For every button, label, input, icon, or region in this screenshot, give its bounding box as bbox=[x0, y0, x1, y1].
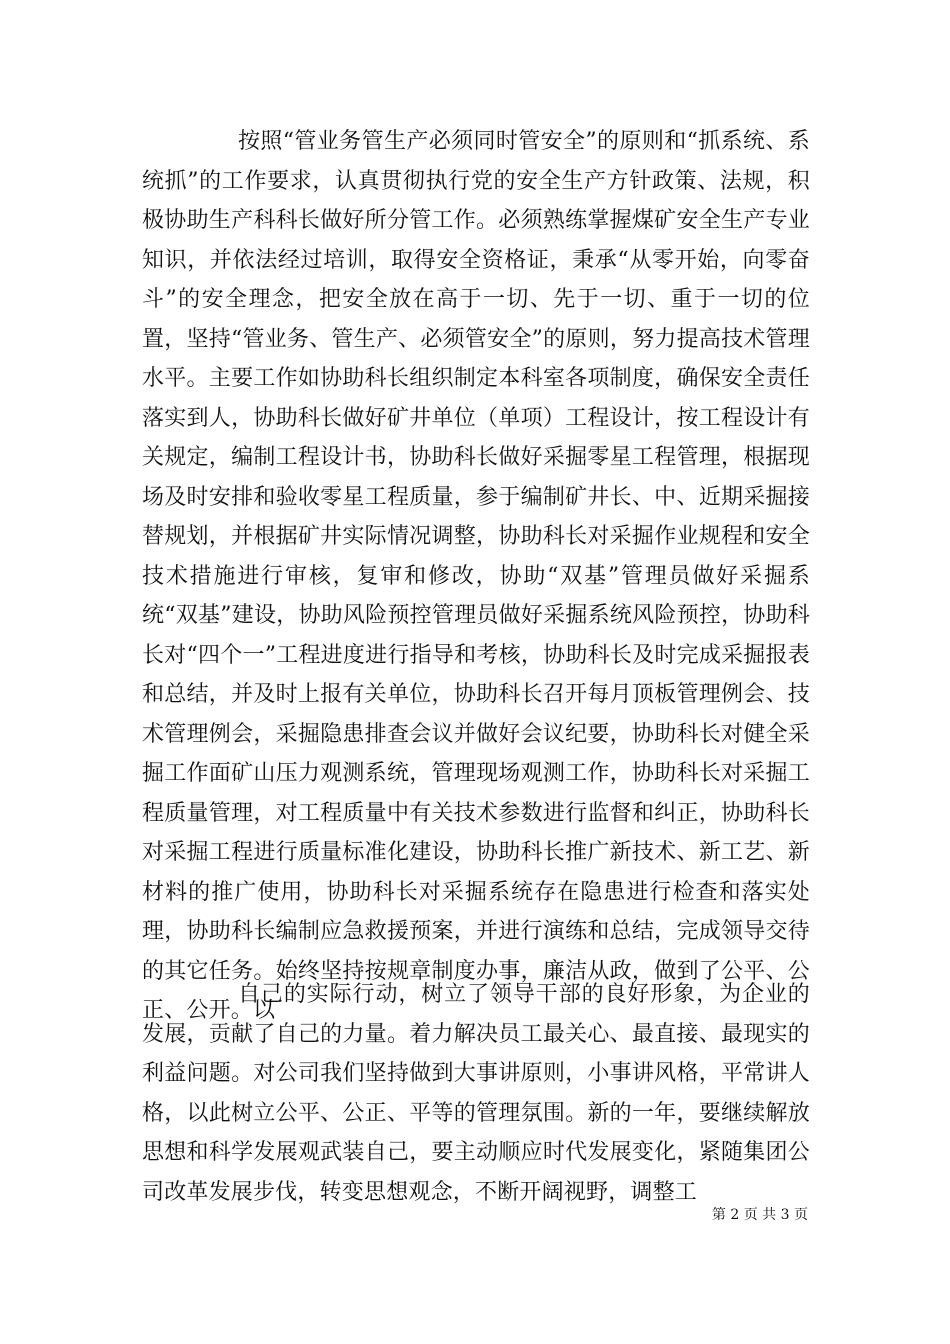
page-number-footer: 第 2 页 共 3 页 bbox=[711, 1207, 808, 1223]
body-paragraph-2: 自己的实际行动，树立了领导干部的良好形象，为企业的发展，贡献了自己的力量。着力解决员工最关心、最直接、最现实的利益问题。对公司我们坚持做到大事讲原则，小事讲风格，平常讲人格，以此树立公平、公正、平等的管理氛围。新的一年，要继续解放思想和科学发展观武装自己，要主动顺应时代发展变化，紧随集团公司改革发展步伐，转变思想观念，不断开阔视野，调整工 bbox=[142, 982, 810, 1205]
body-paragraph-1: 按照“管业务管生产必须同时管安全”的原则和“抓系统、系统抓”的工作要求，认真贯彻执行党的安全生产方针政策、法规，积极协助生产科科长做好所分管工作。必须熟练掌握煤矿安全生产专业知识，并依法经过培训，取得安全资格证，秉承“从零开始，向零奋斗”的安全理念，把安全放在高于一切、先于一切、重于一切的位置，坚持“管业务、管生产、必须管安全”的原则，努力提高技术管理水平。主要工作如协助科长组织制定本科室各项制度，确保安全责任落实到人，协助科长做好矿井单位（单项）工程设计，按工程设计有关规定，编制工程设计书，协助科长做好采掘零星工程管理，根据现场及时安排和验收零星工程质量，参于编制矿井长、中、近期采掘接替规划，并根据矿井实际情况调整，协助科长对采掘作业规程和安全技术措施进行审核，复审和修改，协助“双基”管理员做好采掘系统“双基”建设，协助风险预控管理员做好采掘系统风险预控，协助科长对“四个一”工程进度进行指导和考核，协助科长及时完成采掘报表和总结，并及时上报有关单位，协助科长召开每月顶板管理例会、技术管理例会，采掘隐患排查会议并做好会议纪要，协助科长对健全采掘工作面矿山压力观测系统，管理现场观测工作，协助科长对采掘工程质量管理，对工程质量中有关技术参数进行监督和纠正，协助科长对采掘工程进行质量标准化建设，协助科长推广新技术、新工艺、新材料的推广使用，协助科长对采掘系统存在隐患进行检查和落实处理，协助科长编制应急救援预案，并进行演练和总结，完成领导交待的其它任务。始终坚持按规章制度办事，廉洁从政，做到了公平、公正、公开。以 bbox=[142, 129, 810, 1023]
